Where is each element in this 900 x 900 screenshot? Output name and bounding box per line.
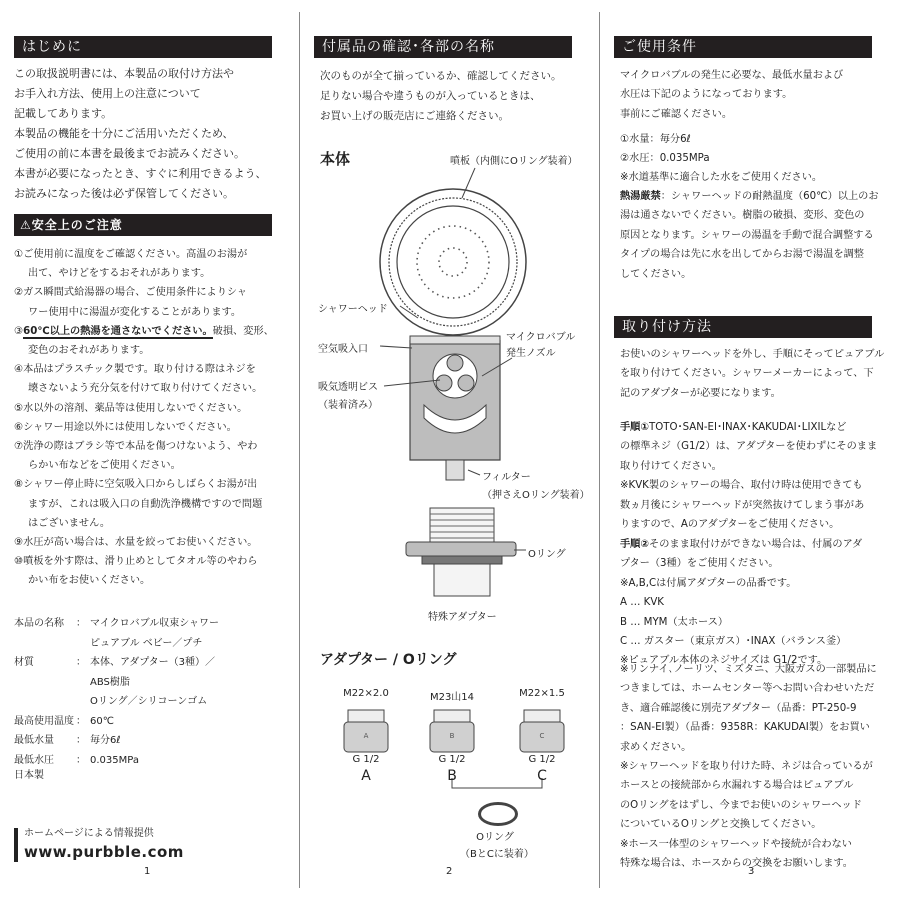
spec-value: ABS樹脂: [90, 676, 130, 688]
spec-sep: [76, 692, 90, 712]
label-filter-1: フィルター: [482, 472, 531, 483]
notes-block: [620, 660, 877, 873]
install-heading: 取り付け方法: [614, 316, 872, 338]
safety-title: 安全上のご注意: [31, 218, 123, 232]
install-intro-line: を取り付けてください。シャワーメーカーによって、下: [620, 368, 874, 380]
conditions-values: [620, 130, 710, 169]
step1-line: [620, 515, 877, 534]
conditions-line: マイクロバブルの発生に必要な、最低水量および: [620, 70, 844, 81]
safety-line: ⑨水圧が高い場合は、水量を絞ってお使いください。: [14, 537, 258, 549]
conditions-line: 事前にご確認ください。: [620, 108, 733, 120]
step2-label: 手順②: [620, 539, 650, 550]
spec-table: [14, 614, 219, 770]
note-line: 求めください。: [620, 741, 692, 753]
step2-line: [620, 535, 862, 554]
step1-line: [620, 418, 877, 437]
spec-value: 本体、アダプター（3種）／: [90, 657, 215, 668]
handle-ring: [410, 336, 500, 344]
spec-value: 60℃: [90, 715, 114, 727]
intro-line: 本製品の機能を十分にご活用いただくため、: [14, 127, 234, 140]
intro-line: 記載してあります。: [14, 107, 113, 120]
web-info-bar: [14, 828, 18, 862]
intro-line: お読みになった後は必ず保管してください。: [14, 187, 234, 200]
label-air-intake: 空気吸入口: [318, 344, 368, 355]
step1-block: [620, 418, 877, 534]
step1-line: [620, 437, 877, 456]
filter-stem: [446, 460, 464, 480]
heat-line: [620, 265, 879, 284]
label-oring: Oリング: [528, 549, 566, 560]
safety-number: ③: [14, 325, 24, 337]
spec-sep: [76, 634, 90, 654]
spec-sep: ：: [76, 657, 86, 668]
heat-line: [620, 187, 879, 206]
adapter-mark: A: [363, 732, 369, 740]
safety-line: ますが、これは吸入口の自動洗浄機構ですので問題: [28, 498, 263, 510]
spec-sep: ：: [76, 715, 86, 727]
step2-text: そのまま取付けができない場合は、付属のアダ: [649, 539, 863, 550]
spec-sep: ：: [76, 754, 86, 766]
conditions-line: 水圧は下記のようになっております。: [620, 89, 793, 101]
safety-line: ワー使用中に湯温が変化することがあります。: [28, 306, 242, 318]
safety-line: ④本品はプラスチック製です。取り付ける際はネジを: [14, 364, 256, 376]
page-number: 1: [144, 866, 151, 877]
spec-row: [14, 751, 219, 771]
adapter-letter: A: [361, 768, 371, 784]
label-screw-2: （装着済み）: [318, 400, 378, 411]
safety-rest: 破損、変形、: [212, 325, 274, 337]
fan-blade-2: [436, 375, 452, 391]
note-line: き、適合確認後に別売アダプター（品番：PT-250-9: [620, 702, 857, 714]
nozzle-plate: [397, 206, 509, 318]
fan-blade-1: [447, 355, 463, 371]
page-number: 2: [446, 866, 453, 877]
spec-key: [14, 673, 76, 693]
adapter-code: A … KVK: [620, 597, 664, 609]
spec-key: [14, 634, 76, 654]
step1-text: の標準ネジ（G1/2）は、アダプターを使わずにそのまま: [620, 441, 878, 453]
step1-text: TOTO･SAN-EI･INAX･KAKUDAI･LIXILなど: [649, 422, 847, 433]
spec-key: 最低水圧: [14, 754, 54, 766]
spec-sep: [76, 673, 90, 693]
web-label: ホームページによる情報提供: [24, 828, 154, 839]
heat-line: [620, 206, 879, 225]
note-line: 特殊な場合は、ホースからの交換をお願いします。: [620, 858, 853, 870]
thread-size-note: ※ピュアブル本体のネジサイズは G1/2です。: [620, 655, 828, 667]
heat-warning: [620, 187, 879, 284]
safety-line: 変色のおそれがあります。: [28, 345, 150, 357]
spec-row: [14, 731, 219, 751]
heat-text: してください。: [620, 268, 692, 280]
condition-value: ②水圧：0.035MPa: [620, 153, 710, 165]
bottom-oring-label-1: Oリング: [476, 832, 514, 843]
spec-key: 本品の名称: [14, 618, 64, 629]
spec-sep: ：: [76, 618, 86, 629]
intro-heading: はじめに: [14, 36, 272, 58]
adapter-letter: C: [537, 768, 547, 784]
spec-row: [14, 653, 219, 673]
label-special-adapter: 特殊アダプター: [428, 612, 497, 623]
safety-line: ⑤水以外の溶剤、薬品等は使用しないでください。: [14, 402, 248, 414]
adapter-g-size: G 1/2: [528, 754, 556, 765]
parts-intro-line: お買い上げの販売店にご連絡ください。: [320, 110, 509, 122]
heat-line: [620, 226, 879, 245]
spec-key: 最低水量: [14, 735, 54, 746]
parts-heading: 付属品の確認･各部の名称: [314, 36, 572, 58]
heat-line: [620, 245, 879, 264]
adapter-mark: C: [539, 732, 545, 740]
step2-text: プター（3種）をご使用ください。: [620, 558, 779, 570]
intro-text: [14, 64, 267, 204]
adapter-g-size: G 1/2: [352, 754, 380, 765]
intro-line: ご使用の前に本書を最後までお読みください。: [14, 147, 245, 160]
conditions-heading: ご使用条件: [614, 36, 872, 58]
adapter-b: [430, 710, 474, 752]
body-title: 本体: [320, 150, 351, 168]
adapter-a: [344, 710, 388, 752]
web-url[interactable]: www.purbble.com: [24, 843, 184, 861]
note-line: ホースとの接続部から水漏れする場合はピュアブル: [620, 780, 854, 792]
step2-block: [620, 535, 862, 671]
adapter-c: [520, 710, 564, 752]
page-3: [600, 0, 900, 900]
label-filter-2: （押さえOリング装着）: [482, 490, 590, 501]
safety-list: [14, 245, 274, 591]
intro-line: この取扱説明書には、本製品の取付け方法や: [14, 67, 234, 80]
spec-key: 材質: [14, 657, 34, 668]
intro-line: お手入れ方法、使用上の注意について: [14, 87, 201, 100]
adapter-title: アダプター / Oリング: [320, 652, 457, 668]
note-line: のOリングをはずし、今までお使いのシャワーヘッド: [620, 799, 862, 811]
spec-row: [14, 712, 219, 732]
adapter-g-size: G 1/2: [438, 754, 466, 765]
safety-line: ⑦洗浄の際はブラシ等で本品を傷つけないよう、やわ: [14, 441, 258, 453]
water-note: ※水道基準に適合した水をご使用ください。: [620, 172, 823, 183]
note-line: についているOリングと交換してください。: [620, 819, 822, 831]
note-line: ※リンナイ､ノーリツ、ミズタニ、大阪ガスの一部製品に: [620, 664, 877, 675]
safety-line: らかい布などをご使用ください。: [28, 460, 181, 472]
bottom-oring-label-2: （BとCに装着）: [460, 849, 534, 860]
adapter-thread-size: M22×2.0: [343, 688, 389, 699]
safety-line: はございません。: [28, 517, 111, 529]
spec-key: 最高使用温度: [14, 715, 74, 727]
special-adapter-bottom: [434, 564, 490, 596]
spec-value: ピュアブル ベビー／プチ: [90, 637, 203, 649]
adapter-thread-size: M23山14: [429, 692, 475, 703]
bottom-oring: [478, 802, 518, 826]
step1-text: 数ヵ月後にシャワーヘッドが突然抜けてしまう事があ: [620, 499, 865, 511]
safety-heading: [14, 214, 272, 236]
spec-row: [14, 673, 219, 693]
leader-line: [380, 346, 412, 348]
adapter-mark: B: [449, 732, 455, 740]
adapter-letter: B: [447, 768, 457, 784]
heat-text: 湯は通さないでください。樹脂の破損、変形、変色の: [620, 210, 865, 222]
spec-row: [14, 614, 219, 634]
warning-icon: ⚠: [20, 218, 32, 232]
step2-text: ※A,B,Cは付属アダプターの品番です。: [620, 577, 797, 589]
spec-value: マイクロバブル収束シャワー: [90, 618, 219, 629]
adapter-code: B … MYM（太ホース）: [620, 616, 729, 628]
made-in: 日本製: [14, 770, 44, 781]
spec-sep: ：: [76, 735, 86, 746]
spec-value: Oリング／シリコーンゴム: [90, 696, 208, 707]
adapter-code: C … ガスター（東京ガス）･INAX（バランス釜）: [620, 636, 847, 648]
special-adapter-oring: [422, 556, 502, 564]
step2-line: [620, 574, 862, 593]
leader-line: [468, 470, 480, 475]
condition-value: ①水量：毎分6ℓ: [620, 134, 691, 145]
safety-line: ②ガス瞬間式給湯器の場合、ご使用条件によりシャ: [14, 287, 248, 299]
special-adapter-flange: [406, 542, 516, 556]
spec-value: 0.035MPa: [90, 754, 139, 766]
step1-line: [620, 476, 877, 495]
parts-intro: [320, 66, 562, 126]
page-number: 3: [748, 866, 755, 877]
step1-text: 取り付けてください。: [620, 460, 722, 472]
note-line: ：SAN-EI製）（品番：9358R：KAKUDAI製）をお買い: [620, 722, 870, 734]
install-intro-line: 記のアダプターが必要になります。: [620, 387, 781, 399]
parts-intro-line: 次のものが全て揃っているか、確認してください。: [320, 70, 562, 82]
label-shower-head: シャワーヘッド: [318, 304, 388, 315]
heat-bold: 熱湯厳禁: [620, 191, 661, 202]
safety-line: ⑧シャワー停止時に空気吸入口からしばらくお湯が出: [14, 479, 258, 491]
spec-row: [14, 634, 219, 654]
step1-line: [620, 457, 877, 476]
safety-line: [14, 322, 274, 341]
note-line: ※ホース一体型のシャワーヘッドや接続が合わない: [620, 838, 852, 850]
install-intro-line: お使いのシャワーヘッドを外し、手順にそってピュアブル: [620, 349, 885, 360]
safety-line: ⑥シャワー用途以外には使用しないでください。: [14, 421, 237, 433]
step1-line: [620, 496, 877, 515]
special-adapter-thread: [430, 508, 494, 542]
note-line: つきましては、ホームセンター等へお問い合わせいただ: [620, 683, 875, 695]
safety-bold: 60℃以上の熱湯を通さないでください。: [23, 325, 213, 337]
label-bubble-nozzle-1: マイクロバブル: [506, 332, 576, 343]
adapter-thread-size: M22×1.5: [519, 688, 565, 699]
step1-text: ※KVK製のシャワーの場合、取付け時は使用できても: [620, 480, 863, 492]
fan-blade-3: [458, 375, 474, 391]
page-2: [300, 0, 599, 900]
safety-line: ⑩噴板を外す際は、滑り止めとしてタオル等のやわら: [14, 556, 258, 568]
label-screw-1: 吸気透明ビス: [318, 382, 378, 393]
safety-line: 壊さないよう充分気を付けて取り付けてください。: [28, 383, 263, 395]
step2-line: [620, 554, 862, 573]
conditions-intro: [620, 66, 843, 124]
spec-row: [14, 692, 219, 712]
step1-text: りますので、Aのアダプターをご使用ください。: [620, 519, 840, 531]
note-line: ※シャワーヘッドを取り付けた時、ネジは合っているが: [620, 761, 873, 773]
step1-label: 手順①: [620, 422, 650, 433]
heat-text: 原因となります。シャワーの湯温を手動で混合調整する: [620, 229, 874, 241]
heat-text: タイプの場合は先に水を出してからお湯で湯温を調整: [620, 249, 864, 261]
page-1: [0, 0, 299, 900]
label-nozzle-plate: 噴板（内側にOリング装着）: [450, 156, 578, 167]
safety-line: 出て、やけどをするおそれがあります。: [28, 268, 211, 280]
heat-text: ：シャワーヘッドの耐熱温度（60℃）以上のお: [660, 191, 879, 202]
install-intro: [620, 345, 884, 403]
conditions-note: [620, 168, 822, 187]
intro-line: 本書が必要になったとき、すぐに利用できるよう、: [14, 167, 267, 180]
parts-intro-line: 足りない場合や違うものが入っているときは、: [320, 90, 541, 102]
label-bubble-nozzle-2: 発生ノズル: [506, 348, 556, 359]
safety-line: ①ご使用前に温度をご確認ください。高温のお湯が: [14, 249, 248, 260]
safety-line: かい布をお使いください。: [28, 575, 151, 587]
spec-key: [14, 692, 76, 712]
spec-value: 毎分6ℓ: [90, 735, 121, 746]
